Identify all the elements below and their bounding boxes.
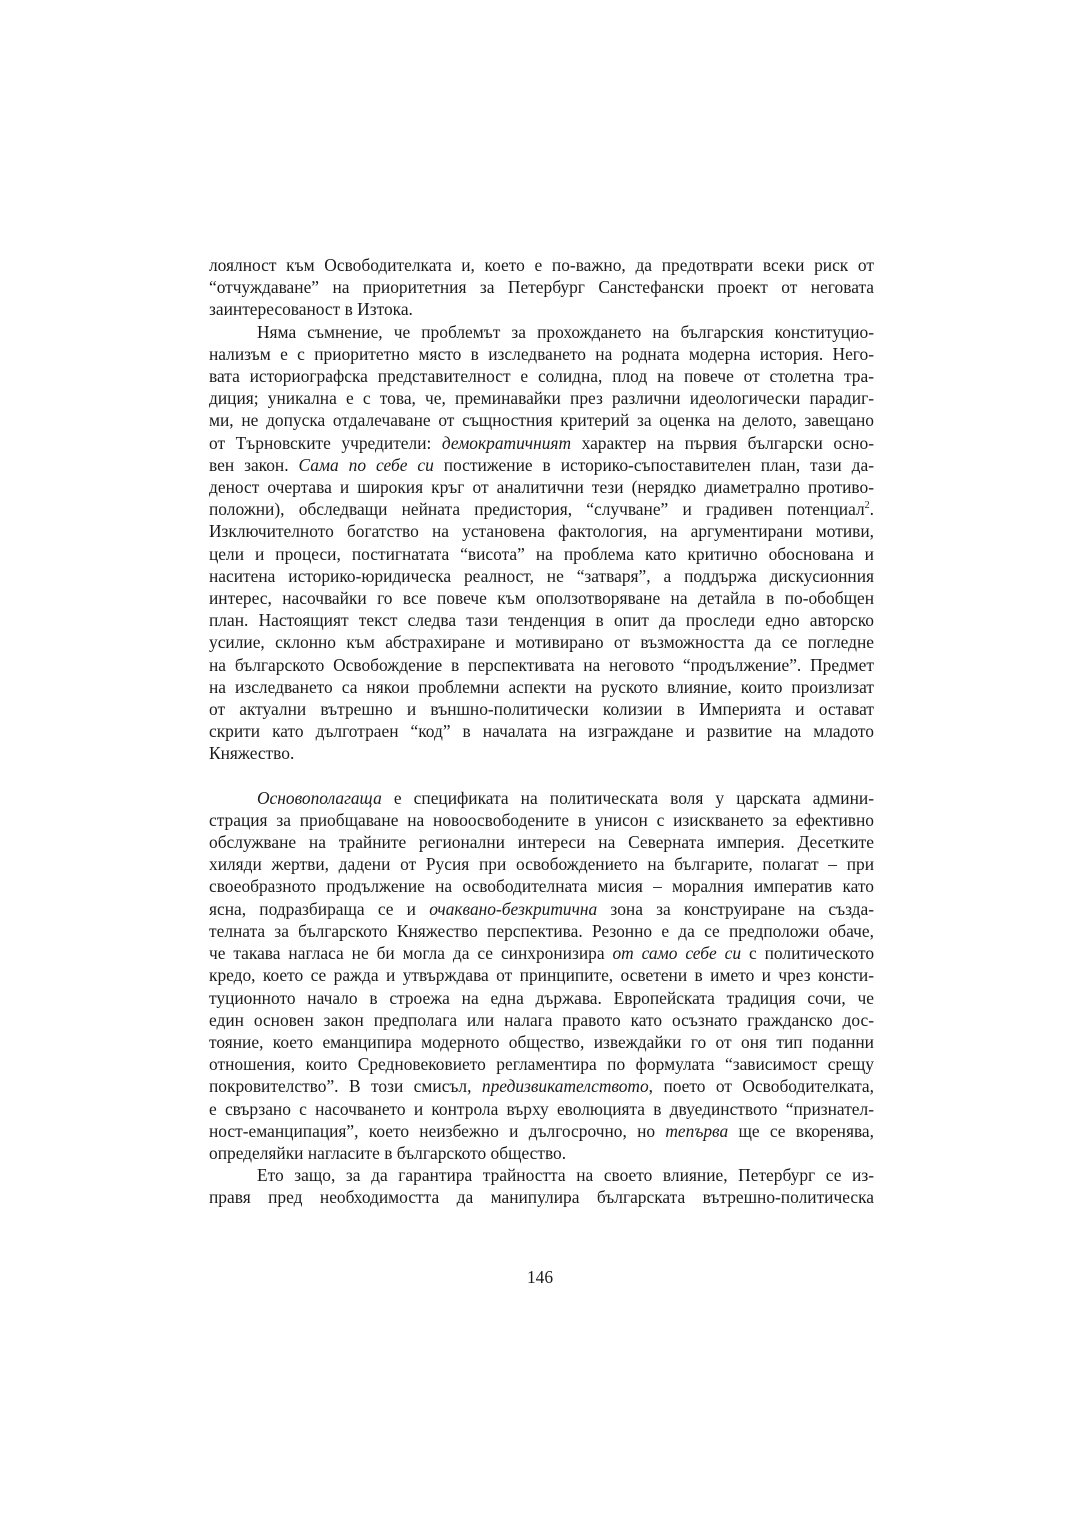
text-run: зона за конструиране на създа- — [597, 898, 874, 919]
text-line: правя пред необходимостта да манипулира българската вътрешно-политическа — [209, 1187, 874, 1208]
text-run: от Търновските учредители: — [209, 432, 442, 453]
text-run: положни), обследващи нейната предистория, “случване” и градивен потенциал — [209, 499, 865, 520]
text-run: че такава нагласа не би могла да се синхронизира — [209, 943, 613, 964]
paragraph-4 — [209, 1164, 874, 1208]
page-number: 146 — [526, 1267, 554, 1287]
paragraph-1 — [209, 254, 874, 321]
footnote-ref[interactable]: 2 — [864, 500, 870, 512]
text-line: на българското Освобождение в перспективата на неговото “продължение”. Предмет — [209, 654, 874, 675]
text-line: е свързано с насочването и контрола върху еволюцията в двуединството “признател- — [209, 1098, 874, 1119]
text-line: наситена историко-юридическа реалност, не “затваря”, а поддържа дискусионния — [209, 565, 874, 586]
text-run: ясна, подразбираща се и — [209, 898, 430, 919]
italic-term: Сама по себе си — [298, 454, 434, 475]
text-line — [209, 432, 874, 454]
paragraph-2 — [209, 321, 874, 765]
text-line: лоялност към Освободителката и, което е по-важно, да предотврати всеки риск от — [209, 255, 874, 275]
text-line: деност очертава и широкия кръг от аналитични тези (нерядко диаметрално противо- — [209, 477, 874, 498]
text-line — [209, 942, 874, 964]
text-line — [209, 454, 874, 476]
text-line: отношения, които Средновековието регламентира по формулата “зависимост срещу — [209, 1054, 874, 1075]
text-line — [209, 898, 874, 920]
text-line: цели и процеси, постигнатата “висота” на проблема като критично обоснована и — [209, 543, 874, 564]
text-line: заинтересованост в Изтока. — [209, 299, 413, 320]
text-line: ми, не допуска отдалечаване от същностния критерий за оценка на делото, завещано — [209, 410, 874, 431]
text-run: ще се вкоренява, — [728, 1120, 875, 1141]
italic-term: от само себе си — [612, 943, 742, 964]
text-run: с политическото — [741, 943, 875, 964]
text-run: е спецификата на политическата воля у царската админи- — [381, 787, 874, 808]
text-line: обслужване на трайните регионални интереси на Северната империя. Десетките — [209, 832, 874, 853]
text-line: страция за приобщаване на новоосвободените в унисон с изискването за ефективно — [209, 809, 874, 830]
text-run: , поето от Освободителката, — [648, 1076, 874, 1097]
text-line: туционното начало в строежа на една държава. Европейската традиция сочи, че — [209, 987, 874, 1008]
text-line: хиляди жертви, дадени от Русия при освобождението на българите, полагат – при — [209, 854, 874, 875]
text-line: Няма съмнение, че проблемът за прохождането на българския конституцио- — [257, 321, 874, 342]
text-line: тояние, което еманципира модерното общество, извеждайки го от оня тип поданни — [209, 1031, 874, 1052]
text-line: интерес, насочвайки го все повече към оползотворяване на детайла в по-обобщен — [209, 588, 874, 609]
text-line: определяйки нагласите в българското общество. — [209, 1142, 567, 1163]
italic-term: предизвикателството — [481, 1076, 649, 1097]
text-line: своеобразното продължение на освободителната мисия – моралния императив като — [209, 876, 874, 897]
italic-term: очаквано-безкритична — [429, 898, 598, 919]
text-line: скрити като дълготраен “код” в началата на изграждане и развитие на младото — [209, 721, 874, 742]
text-line — [209, 1075, 874, 1097]
text-line — [209, 1120, 874, 1142]
text-line: на изследването са някои проблемни аспекти на руското влияние, които произлизат — [209, 676, 874, 697]
text-line: нализъм е с приоритетно място в изследването на родната модерна история. Него- — [209, 343, 874, 364]
text-run: характер на първия български осно- — [571, 432, 874, 453]
text-line: Изключителното богатство на установена фактология, на аргументирани мотиви, — [209, 521, 874, 542]
text-line: един основен закон предполага или налага правото като осъзнато гражданско дос- — [209, 1009, 874, 1030]
text-line: план. Настоящият текст следва тази тенденция в опит да проследи едно авторско — [209, 610, 874, 631]
text-line: вата историографска представителност е солидна, плод на повече от столетна тра- — [209, 366, 874, 387]
text-line: Княжество. — [209, 743, 295, 764]
body-text — [209, 254, 874, 1209]
text-line: Ето защо, за да гарантира трайността на своето влияние, Петербург се из- — [257, 1165, 874, 1186]
italic-term: демократичният — [441, 432, 572, 453]
text-line: кредо, което се ражда и утвърждава от принципите, осветени в името и чрез консти- — [209, 965, 874, 986]
text-run: покровителство”. В този смисъл, — [209, 1076, 482, 1097]
text-run: вен закон. — [209, 454, 299, 475]
text-line — [209, 787, 874, 809]
text-run: . — [869, 499, 874, 520]
italic-term: Основополагаща — [257, 787, 382, 808]
text-run: ност-еманципация”, което неизбежно и дългосрочно, но — [209, 1120, 666, 1141]
text-line — [209, 498, 874, 520]
italic-term: тепърва — [665, 1120, 729, 1141]
text-line: диция; уникална е с това, че, преминавайки през различни идеологически парадиг- — [209, 388, 874, 409]
text-run: постижение в историко-съпоставителен план, тази да- — [433, 454, 875, 475]
text-line: усилие, склонно към абстрахиране и мотивирано от възможността да се погледне — [209, 632, 874, 653]
paragraph-3 — [209, 787, 874, 1164]
text-line: от актуални вътрешно и външно-политически колизии в Империята и остават — [209, 699, 874, 720]
text-line: телната за българското Княжество перспектива. Резонно е да се предположи обаче, — [209, 920, 874, 941]
text-line: “отчуждаване” на приоритетния за Петербург Санстефански проект от неговата — [209, 277, 874, 298]
